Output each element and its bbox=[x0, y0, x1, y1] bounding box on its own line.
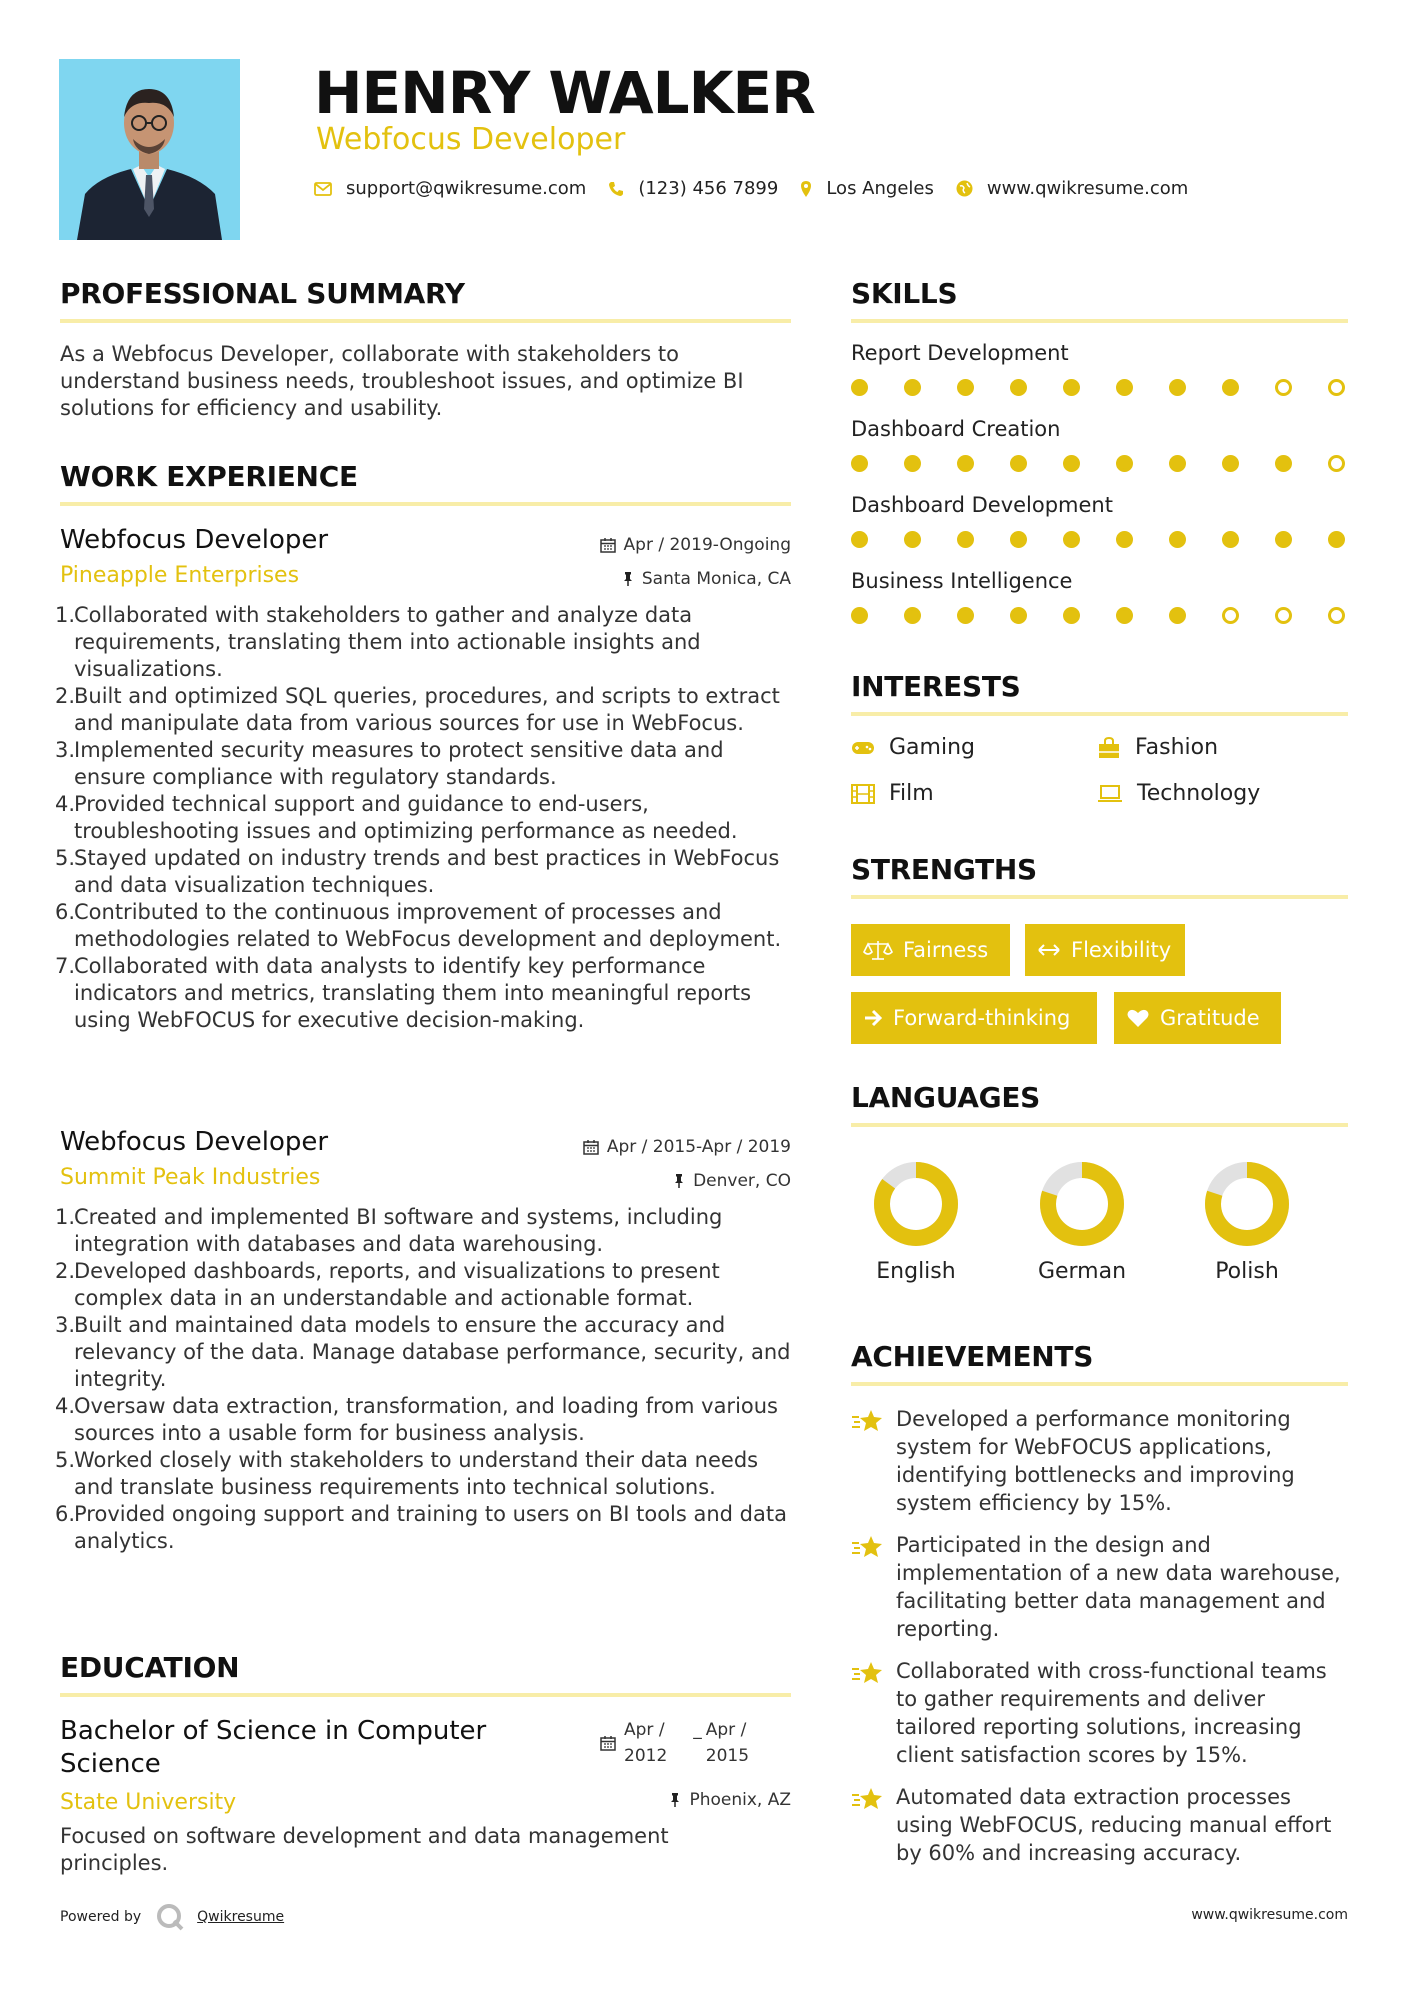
strength-tag-gratitude: Gratitude bbox=[1114, 992, 1281, 1044]
school-location bbox=[669, 1789, 791, 1811]
rating-dot-filled bbox=[1275, 531, 1292, 548]
film-icon bbox=[851, 784, 875, 804]
rating-dot-filled bbox=[851, 607, 868, 624]
rating-dot-filled bbox=[1222, 531, 1239, 548]
language-name: English bbox=[876, 1259, 956, 1284]
rating-dot-empty bbox=[1328, 379, 1345, 396]
rating-dot-filled bbox=[1169, 455, 1186, 472]
rating-dot-filled bbox=[1063, 607, 1080, 624]
skill-name: Dashboard Creation bbox=[851, 417, 1061, 441]
job-location bbox=[673, 1170, 791, 1192]
work-experience-section bbox=[60, 460, 791, 506]
rating-dot-filled bbox=[1010, 455, 1027, 472]
section-divider bbox=[60, 502, 791, 506]
section-title: WORK EXPERIENCE bbox=[60, 460, 358, 493]
rating-dot-filled bbox=[1169, 379, 1186, 396]
rating-dot-filled bbox=[1328, 531, 1345, 548]
job-dates bbox=[583, 1136, 791, 1158]
language-german bbox=[1017, 1161, 1147, 1284]
brand-link[interactable]: Qwikresume bbox=[197, 1909, 285, 1925]
interests-list bbox=[851, 734, 1348, 830]
star-icon bbox=[851, 1535, 883, 1559]
rating-dot-filled bbox=[1063, 455, 1080, 472]
languages-section bbox=[851, 1081, 1348, 1301]
footer-url[interactable]: www.qwikresume.com bbox=[1191, 1907, 1348, 1923]
degree-title: Bachelor of Science in Computer Science bbox=[60, 1716, 487, 1779]
section-title: PROFESSIONAL SUMMARY bbox=[60, 277, 465, 310]
skill-rating bbox=[851, 455, 1345, 472]
list-item: 7. Collaborated with data analysts to identify key performance indicators and metrics, translating them into meaningful reports using WebFOCUS for executive decision-making. bbox=[55, 954, 752, 1032]
star-icon bbox=[851, 1409, 883, 1433]
rating-dot-filled bbox=[1116, 607, 1133, 624]
rating-dot-filled bbox=[1169, 531, 1186, 548]
interest-film: Film bbox=[851, 780, 934, 808]
contact-phone[interactable] bbox=[608, 178, 778, 199]
list-item: 4. Oversaw data extraction, transformation, and loading from various sources into a usable form for business analysis. bbox=[55, 1394, 779, 1445]
rating-dot-filled bbox=[904, 531, 921, 548]
section-divider bbox=[851, 1123, 1348, 1127]
rating-dot-filled bbox=[1222, 455, 1239, 472]
list-item: 4. Provided technical support and guidance to end-users, troubleshooting issues and optimizing performance as needed. bbox=[55, 792, 738, 843]
skills-list bbox=[851, 340, 1348, 624]
interest-gaming: Gaming bbox=[851, 734, 975, 762]
gamepad-icon bbox=[851, 740, 875, 756]
achievement-item: Participated in the design and implementation of a new data warehouse, facilitating better data management and reporting. bbox=[851, 1531, 1341, 1643]
section-title: STRENGTHS bbox=[851, 853, 1037, 886]
list-item: 5. Stayed updated on industry trends and best practices in WebFocus and data visualization techniques. bbox=[55, 846, 780, 897]
interest-technology: Technology bbox=[1097, 780, 1260, 808]
section-divider bbox=[851, 1382, 1348, 1386]
job-location-text: Santa Monica, CA bbox=[641, 569, 791, 589]
contact-location bbox=[800, 178, 934, 199]
list-item: 5. Worked closely with stakeholders to understand their data needs and translate business requirements into technical solutions. bbox=[55, 1448, 759, 1499]
rating-dot-filled bbox=[1063, 379, 1080, 396]
rating-dot-filled bbox=[957, 607, 974, 624]
job-title: Webfocus Developer bbox=[60, 525, 329, 555]
rating-dot-filled bbox=[851, 531, 868, 548]
phone-text: (123) 456 7899 bbox=[638, 178, 779, 199]
section-title: SKILLS bbox=[851, 277, 958, 310]
language-ring bbox=[1182, 1161, 1312, 1251]
rating-dot-empty bbox=[1328, 607, 1345, 624]
job-location bbox=[622, 568, 791, 590]
skills-section bbox=[851, 277, 1348, 624]
skill-rating bbox=[851, 607, 1345, 624]
section-title: INTERESTS bbox=[851, 670, 1021, 703]
star-icon bbox=[851, 1661, 883, 1685]
section-divider bbox=[851, 319, 1348, 323]
section-title: LANGUAGES bbox=[851, 1081, 1041, 1114]
strengths-section bbox=[851, 853, 1348, 1053]
rating-dot-filled bbox=[957, 379, 974, 396]
list-item: 6. Contributed to the continuous improvement of processes and methodologies related to WebFocus development and deployment. bbox=[55, 900, 782, 951]
section-title: ACHIEVEMENTS bbox=[851, 1340, 1094, 1373]
rating-dot-filled bbox=[1275, 455, 1292, 472]
rating-dot-filled bbox=[1010, 379, 1027, 396]
footer-powered bbox=[60, 1902, 284, 1932]
skill-item bbox=[851, 340, 1348, 396]
map-pin-icon bbox=[800, 180, 812, 198]
skill-item bbox=[851, 416, 1348, 472]
section-divider bbox=[60, 1693, 791, 1697]
arrows-horizontal-icon bbox=[1037, 943, 1061, 957]
summary-text: As a Webfocus Developer, collaborate with stakeholders to understand business needs, troubleshoot issues, and optimize BI solutions for efficiency and usability. bbox=[60, 342, 744, 420]
job-title: Webfocus Developer bbox=[60, 1127, 329, 1157]
envelope-icon bbox=[314, 182, 332, 196]
achievement-item: Automated data extraction processes using WebFOCUS, reducing manual effort by 60% and increasing accuracy. bbox=[851, 1783, 1341, 1867]
language-name: German bbox=[1037, 1259, 1127, 1284]
website-text: www.qwikresume.com bbox=[986, 178, 1189, 199]
section-divider bbox=[851, 895, 1348, 899]
location-text: Los Angeles bbox=[826, 178, 934, 199]
language-ring bbox=[851, 1161, 981, 1251]
list-item: 3. Built and maintained data models to ensure the accuracy and relevancy of the data. Manage database performance, security, and integrity. bbox=[55, 1313, 791, 1391]
phone-icon bbox=[608, 181, 624, 197]
balance-scale-icon bbox=[863, 939, 893, 961]
contact-bar bbox=[314, 178, 1210, 199]
star-icon bbox=[851, 1787, 883, 1811]
rating-dot-empty bbox=[1222, 607, 1239, 624]
calendar-icon bbox=[583, 1139, 599, 1155]
arrow-right-icon bbox=[863, 1009, 883, 1027]
skill-name: Report Development bbox=[851, 341, 1069, 365]
rating-dot-filled bbox=[957, 531, 974, 548]
rating-dot-filled bbox=[1010, 531, 1027, 548]
language-polish bbox=[1182, 1161, 1312, 1284]
job-location-text: Denver, CO bbox=[693, 1171, 791, 1191]
achievement-item: Collaborated with cross-functional teams to gather requirements and deliver tailored reporting solutions, increasing client satisfaction scores by 15%. bbox=[851, 1657, 1341, 1769]
language-name: Polish bbox=[1215, 1259, 1279, 1284]
achievement-item: Developed a performance monitoring system for WebFOCUS applications, identifying bottlenecks and improving system efficiency by 15%. bbox=[851, 1405, 1341, 1517]
language-english bbox=[851, 1161, 981, 1284]
rating-dot-filled bbox=[904, 455, 921, 472]
qwikresume-logo-icon bbox=[155, 1902, 185, 1932]
rating-dot-filled bbox=[1116, 455, 1133, 472]
section-title: EDUCATION bbox=[60, 1651, 240, 1684]
section-divider bbox=[851, 712, 1348, 716]
school-name: State University bbox=[60, 1790, 237, 1815]
rating-dot-filled bbox=[1063, 531, 1080, 548]
skill-name: Business Intelligence bbox=[851, 569, 1073, 593]
school-location-text: Phoenix, AZ bbox=[689, 1790, 791, 1810]
strength-tag-forward-thinking: Forward-thinking bbox=[851, 992, 1097, 1044]
heart-icon bbox=[1126, 1008, 1150, 1028]
contact-email[interactable] bbox=[314, 178, 586, 199]
rating-dot-filled bbox=[1169, 607, 1186, 624]
list-item: 1. Created and implemented BI software and systems, including integration with databases and data warehousing. bbox=[55, 1205, 723, 1256]
rating-dot-empty bbox=[1275, 379, 1292, 396]
email-text: support@qwikresume.com bbox=[346, 178, 587, 199]
shopping-bag-icon bbox=[1097, 737, 1121, 759]
candidate-name: HENRY WALKER bbox=[314, 59, 815, 127]
company-name: Summit Peak Industries bbox=[60, 1165, 321, 1190]
candidate-role: Webfocus Developer bbox=[316, 122, 626, 157]
strength-tag-flexibility: Flexibility bbox=[1025, 924, 1185, 976]
list-item: 3. Implemented security measures to protect sensitive data and ensure compliance with regulatory standards. bbox=[55, 738, 724, 789]
globe-icon bbox=[956, 180, 973, 197]
company-name: Pineapple Enterprises bbox=[60, 563, 300, 588]
education-section bbox=[60, 1651, 791, 1877]
rating-dot-filled bbox=[851, 455, 868, 472]
rating-dot-filled bbox=[1222, 379, 1239, 396]
laptop-icon bbox=[1097, 785, 1123, 803]
list-item: 6. Provided ongoing support and training to users on BI tools and data analytics. bbox=[55, 1502, 787, 1553]
strength-tag-fairness: Fairness bbox=[851, 924, 1010, 976]
skill-rating bbox=[851, 379, 1345, 396]
summary-section bbox=[60, 277, 791, 422]
job-dates-text: Apr / 2015-Apr / 2019 bbox=[606, 1137, 791, 1157]
section-divider bbox=[60, 319, 791, 323]
contact-website[interactable] bbox=[956, 178, 1188, 199]
skill-item bbox=[851, 568, 1348, 624]
job-duties-list bbox=[55, 602, 795, 1034]
interests-section bbox=[851, 670, 1348, 830]
rating-dot-filled bbox=[1116, 379, 1133, 396]
skill-item bbox=[851, 492, 1348, 548]
list-item: 2. Built and optimized SQL queries, procedures, and scripts to extract and manipulate data from various sources for use in WebFocus. bbox=[55, 684, 780, 735]
person-photo-icon bbox=[59, 59, 240, 240]
calendar-icon bbox=[600, 1735, 616, 1751]
calendar-icon bbox=[600, 537, 616, 553]
list-item: 1. Collaborated with stakeholders to gather and analyze data requirements, translating them into actionable insights and visualizations. bbox=[55, 603, 701, 681]
job-duties-list bbox=[55, 1204, 795, 1555]
language-ring bbox=[1017, 1161, 1147, 1251]
rating-dot-filled bbox=[904, 379, 921, 396]
list-item: 2. Developed dashboards, reports, and visualizations to present complex data in an understandable and actionable format. bbox=[55, 1259, 720, 1310]
pushpin-icon bbox=[622, 571, 634, 587]
achievements-list bbox=[851, 1405, 1341, 1867]
rating-dot-filled bbox=[1010, 607, 1027, 624]
pushpin-icon bbox=[669, 1792, 681, 1808]
skill-rating bbox=[851, 531, 1345, 548]
interest-fashion: Fashion bbox=[1097, 734, 1218, 762]
skill-name: Dashboard Development bbox=[851, 493, 1113, 517]
rating-dot-filled bbox=[957, 455, 974, 472]
powered-by-text: Powered by bbox=[60, 1909, 142, 1925]
rating-dot-empty bbox=[1275, 607, 1292, 624]
rating-dot-filled bbox=[1116, 531, 1133, 548]
profile-photo bbox=[59, 59, 240, 240]
job-dates-text: Apr / 2019-Ongoing bbox=[623, 535, 791, 555]
education-description: Focused on software development and data management principles. bbox=[60, 1824, 669, 1875]
job-dates bbox=[600, 534, 791, 556]
job-entry bbox=[55, 1126, 791, 1555]
education-dates: Apr / 2012 _ Apr / 2015 bbox=[600, 1717, 749, 1769]
rating-dot-empty bbox=[1328, 455, 1345, 472]
pushpin-icon bbox=[673, 1173, 685, 1189]
job-entry bbox=[55, 524, 791, 1034]
rating-dot-filled bbox=[904, 607, 921, 624]
achievements-section bbox=[851, 1340, 1348, 1867]
rating-dot-filled bbox=[851, 379, 868, 396]
